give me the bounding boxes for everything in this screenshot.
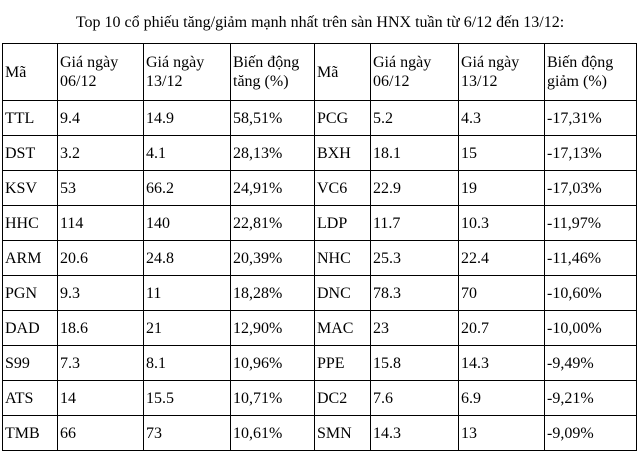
gainer-ticker: ARM xyxy=(3,241,58,276)
loser-change: -9,09% xyxy=(545,416,637,451)
loser-price-1312: 10.3 xyxy=(459,206,545,241)
loser-price-0612: 11.7 xyxy=(371,206,459,241)
table-row xyxy=(3,276,637,311)
gainer-price-1312: 66.2 xyxy=(144,171,231,206)
gainer-ticker: TTL xyxy=(3,101,58,136)
gainer-price-1312: 21 xyxy=(144,311,231,346)
header-price-1312-losers xyxy=(459,44,545,101)
loser-price-1312: 6.9 xyxy=(459,381,545,416)
loser-change: -9,21% xyxy=(545,381,637,416)
loser-price-0612: 7.6 xyxy=(371,381,459,416)
loser-price-1312: 70 xyxy=(459,276,545,311)
gainer-price-0612: 18.6 xyxy=(58,311,144,346)
gainer-price-0612: 66 xyxy=(58,416,144,451)
table-row xyxy=(3,416,637,451)
header-change-up xyxy=(231,44,315,101)
loser-price-0612: 25.3 xyxy=(371,241,459,276)
loser-price-0612: 22.9 xyxy=(371,171,459,206)
loser-ticker: LDP xyxy=(315,206,371,241)
header-text: Giá ngày xyxy=(373,54,432,71)
table-row xyxy=(3,346,637,381)
gainer-price-1312: 140 xyxy=(144,206,231,241)
header-text: Giá ngày xyxy=(60,54,119,71)
header-text: Biến động xyxy=(233,54,300,71)
loser-ticker: NHC xyxy=(315,241,371,276)
gainer-price-1312: 24.8 xyxy=(144,241,231,276)
gainer-ticker: KSV xyxy=(3,171,58,206)
gainer-ticker: ATS xyxy=(3,381,58,416)
loser-price-0612: 23 xyxy=(371,311,459,346)
table-row xyxy=(3,241,637,276)
gainer-change: 28,13% xyxy=(231,136,315,171)
loser-change: -11,46% xyxy=(545,241,637,276)
gainer-change: 10,96% xyxy=(231,346,315,381)
gainer-ticker: DAD xyxy=(3,311,58,346)
gainer-change: 58,51% xyxy=(231,101,315,136)
header-text: Mã xyxy=(317,63,339,81)
loser-price-0612: 5.2 xyxy=(371,101,459,136)
header-ma-gainers xyxy=(3,44,58,101)
header-change-down xyxy=(545,44,637,101)
loser-change: -9,49% xyxy=(545,346,637,381)
loser-ticker: BXH xyxy=(315,136,371,171)
loser-change: -10,00% xyxy=(545,311,637,346)
loser-price-1312: 20.7 xyxy=(459,311,545,346)
gainer-change: 10,71% xyxy=(231,381,315,416)
table-body xyxy=(3,101,637,451)
gainer-price-1312: 8.1 xyxy=(144,346,231,381)
loser-ticker: DC2 xyxy=(315,381,371,416)
header-text: 13/12 xyxy=(461,73,498,90)
loser-ticker: VC6 xyxy=(315,171,371,206)
loser-ticker: SMN xyxy=(315,416,371,451)
loser-price-0612: 78.3 xyxy=(371,276,459,311)
loser-price-1312: 4.3 xyxy=(459,101,545,136)
table-row xyxy=(3,136,637,171)
gainer-ticker: TMB xyxy=(3,416,58,451)
loser-change: -10,60% xyxy=(545,276,637,311)
gainer-ticker: PGN xyxy=(3,276,58,311)
gainer-price-1312: 14.9 xyxy=(144,101,231,136)
gainer-ticker: S99 xyxy=(3,346,58,381)
loser-change: -11,97% xyxy=(545,206,637,241)
gainer-change: 12,90% xyxy=(231,311,315,346)
gainer-price-0612: 3.2 xyxy=(58,136,144,171)
gainer-change: 20,39% xyxy=(231,241,315,276)
loser-price-1312: 19 xyxy=(459,171,545,206)
gainer-price-0612: 9.4 xyxy=(58,101,144,136)
header-text: Biến động xyxy=(547,54,614,71)
header-price-0612-losers xyxy=(371,44,459,101)
header-price-0612-gainers xyxy=(58,44,144,101)
gainer-price-0612: 53 xyxy=(58,171,144,206)
gainer-ticker: DST xyxy=(3,136,58,171)
gainer-price-1312: 11 xyxy=(144,276,231,311)
loser-price-0612: 18.1 xyxy=(371,136,459,171)
gainer-price-1312: 15.5 xyxy=(144,381,231,416)
table-row xyxy=(3,206,637,241)
table-row xyxy=(3,171,637,206)
header-text: 06/12 xyxy=(373,73,410,90)
gainer-ticker: HHC xyxy=(3,206,58,241)
gainer-price-1312: 4.1 xyxy=(144,136,231,171)
loser-ticker: PPE xyxy=(315,346,371,381)
gainer-change: 24,91% xyxy=(231,171,315,206)
loser-ticker: DNC xyxy=(315,276,371,311)
loser-ticker: MAC xyxy=(315,311,371,346)
gainer-price-0612: 20.6 xyxy=(58,241,144,276)
header-text: Mã xyxy=(5,63,27,81)
gainer-price-1312: 73 xyxy=(144,416,231,451)
loser-change: -17,03% xyxy=(545,171,637,206)
header-text: 06/12 xyxy=(60,73,97,90)
header-price-1312-gainers xyxy=(144,44,231,101)
gainer-change: 10,61% xyxy=(231,416,315,451)
gainer-price-0612: 7.3 xyxy=(58,346,144,381)
loser-price-1312: 22.4 xyxy=(459,241,545,276)
loser-change: -17,13% xyxy=(545,136,637,171)
header-text: giảm (%) xyxy=(547,73,607,90)
loser-price-1312: 14.3 xyxy=(459,346,545,381)
gainer-price-0612: 9.3 xyxy=(58,276,144,311)
gainer-change: 22,81% xyxy=(231,206,315,241)
header-text: Giá ngày xyxy=(461,54,520,71)
loser-price-0612: 14.3 xyxy=(371,416,459,451)
header-ma-losers xyxy=(315,44,371,101)
table-header-row xyxy=(3,44,637,101)
loser-price-1312: 13 xyxy=(459,416,545,451)
header-text: 13/12 xyxy=(146,73,183,90)
table-title: Top 10 cổ phiếu tăng/giảm mạnh nhất trên sàn HNX tuần từ 6/12 đến 13/12: xyxy=(75,14,565,31)
gainer-change: 18,28% xyxy=(231,276,315,311)
loser-price-1312: 15 xyxy=(459,136,545,171)
header-text: Giá ngày xyxy=(146,54,205,71)
loser-price-0612: 15.8 xyxy=(371,346,459,381)
gainer-price-0612: 14 xyxy=(58,381,144,416)
table-row xyxy=(3,101,637,136)
stock-movement-table xyxy=(2,43,637,451)
header-text: tăng (%) xyxy=(233,73,289,90)
table-row xyxy=(3,381,637,416)
gainer-price-0612: 114 xyxy=(58,206,144,241)
loser-change: -17,31% xyxy=(545,101,637,136)
table-row xyxy=(3,311,637,346)
loser-ticker: PCG xyxy=(315,101,371,136)
